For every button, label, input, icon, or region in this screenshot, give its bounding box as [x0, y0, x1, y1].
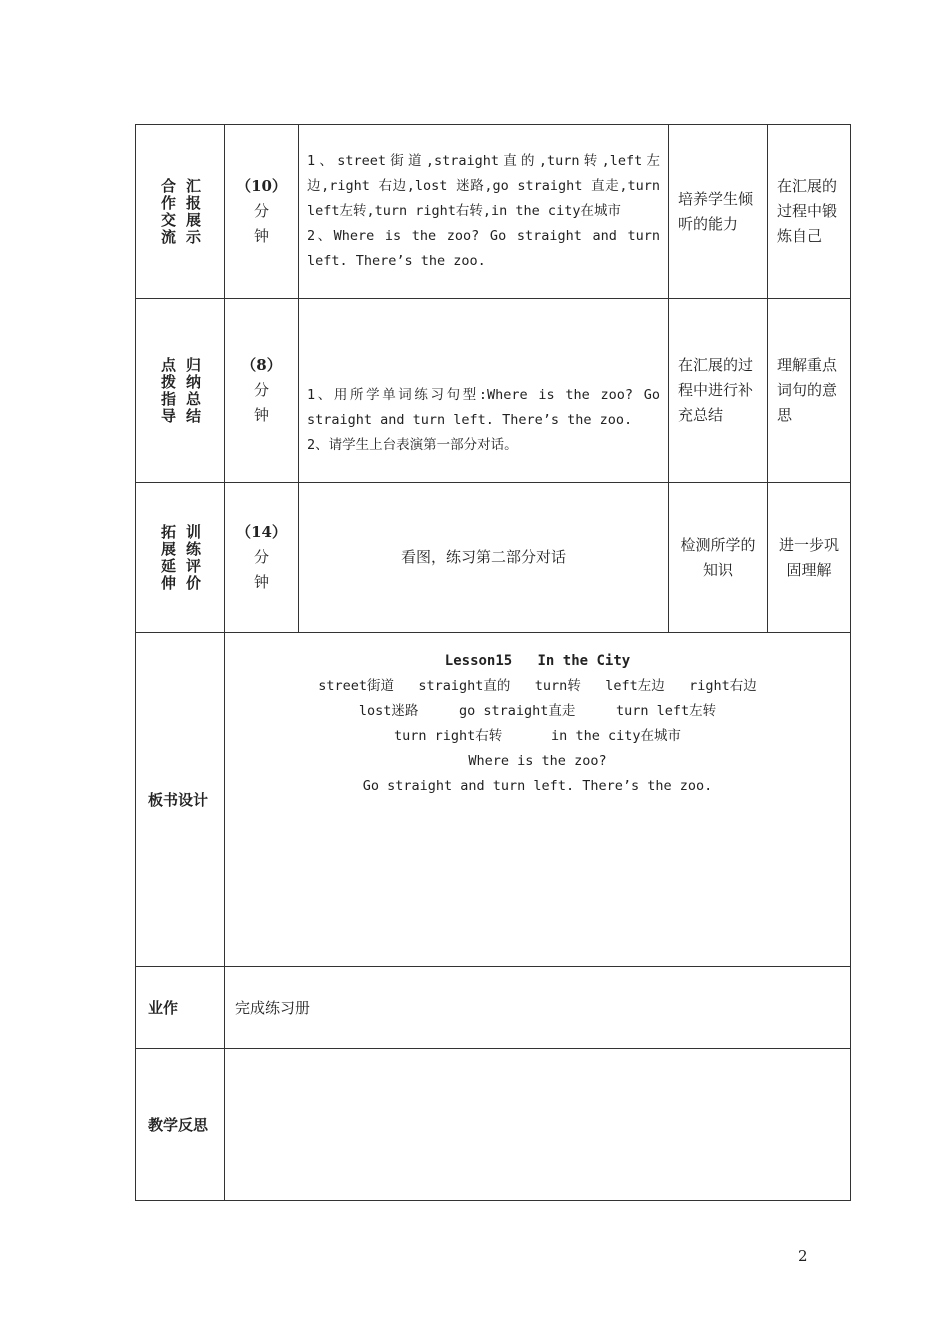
board-title: Lesson15 In the City [444, 653, 631, 669]
lesson-plan-table [135, 124, 851, 1201]
reflection-text [225, 1049, 851, 1201]
stage-cell [136, 483, 225, 633]
goal-cell: 在汇展的过程中进行补充总结 [669, 299, 768, 483]
table-row [136, 299, 851, 483]
stage-label-b: 归纳总结 [184, 356, 202, 425]
stage-cell [136, 125, 225, 299]
content-line: 2、Where is the zoo? Go straight and turn left. There’s the zoo. [307, 228, 660, 269]
content-line: 1、street街道,straight直的,turn转,left左边,right 右边,lost 迷路,go straight 直走,turn left左转,turn right右转,in the city在城市 [307, 153, 660, 219]
board-line: Where is the zoo? [468, 753, 607, 769]
page-number: 2 [798, 1247, 808, 1265]
time-unit-2: 钟 [253, 227, 269, 245]
board-line: Go straight and turn left. There’s the zoo. [362, 778, 713, 794]
content-cell [299, 125, 669, 299]
table-row [136, 967, 851, 1049]
homework-label: 业作 [136, 967, 225, 1049]
stage-cell [136, 299, 225, 483]
table-row [136, 125, 851, 299]
reflection-label: 教学反思 [136, 1049, 225, 1201]
board-line: lost迷路 go straight直走 turn left左转 [358, 703, 717, 719]
content-line: 1、用所学单词练习句型:Where is the zoo? Go straight and turn left. There’s the zoo. [307, 387, 660, 428]
stage-label-a: 点拨指导 [159, 356, 177, 425]
board-design-label: 板书设计 [136, 633, 225, 967]
board-line: turn right右转 in the city在城市 [394, 728, 681, 744]
table-row [136, 483, 851, 633]
time-unit-1: 分 [253, 548, 269, 566]
time-unit-1: 分 [253, 381, 269, 399]
content-line: 2、请学生上台表演第一部分对话。 [307, 437, 518, 453]
activity-cell: 在汇展的过程中锻炼自己 [768, 125, 851, 299]
board-design-cell [225, 633, 851, 967]
stage-label-a: 合作交流 [159, 177, 177, 246]
time-number: （8） [241, 356, 282, 374]
content-cell [299, 299, 669, 483]
stage-label-b: 汇报展示 [184, 177, 202, 246]
goal-cell: 培养学生倾听的能力 [669, 125, 768, 299]
time-number: （10） [236, 177, 287, 195]
homework-text: 完成练习册 [225, 967, 851, 1049]
time-number: （14） [236, 523, 287, 541]
goal-cell: 检测所学的知识 [669, 483, 768, 633]
time-unit-2: 钟 [253, 573, 269, 591]
time-cell [225, 125, 299, 299]
time-unit-2: 钟 [253, 406, 269, 424]
activity-cell: 理解重点词句的意思 [768, 299, 851, 483]
content-cell: 看图，练习第二部分对话 [299, 483, 669, 633]
stage-label-b: 训练评价 [184, 523, 202, 592]
board-line: street街道 straight直的 turn转 left左边 right右边 [318, 678, 757, 694]
table-row [136, 1049, 851, 1201]
time-cell [225, 483, 299, 633]
table-row [136, 633, 851, 967]
stage-label-a: 拓展延伸 [159, 523, 177, 592]
activity-cell: 进一步巩固理解 [768, 483, 851, 633]
time-cell [225, 299, 299, 483]
time-unit-1: 分 [253, 202, 269, 220]
